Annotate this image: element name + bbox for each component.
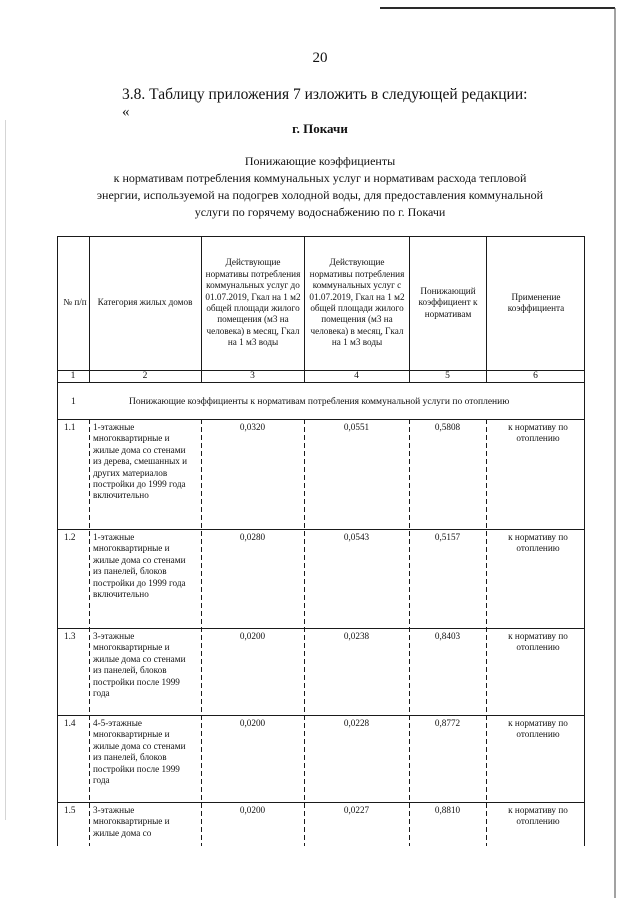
row-category: 3-этажные многоквартирные и жилые дома со	[93, 805, 170, 838]
column-number: 4	[354, 371, 359, 381]
opening-quote: «	[122, 104, 130, 120]
table-title-line: Понижающие коэффициенты	[244, 154, 396, 168]
row-norm-before: 0,0280	[239, 532, 266, 542]
row-norm-before: 0,0200	[239, 805, 266, 815]
table-rule	[201, 236, 202, 382]
table-rule	[304, 236, 305, 382]
row-category: 4-5-этажные многоквартирные и жилые дома со стенами из панелей, блоков постройки после 1999 года	[93, 718, 186, 786]
table-rule	[486, 419, 487, 846]
row-number: 1.3	[64, 631, 76, 641]
row-application: к нормативу по отоплению	[508, 631, 568, 653]
row-coefficient: 0,8810	[434, 805, 461, 815]
row-norm-after: 0,0543	[343, 532, 370, 542]
row-category: 3-этажные многоквартирные и жилые дома со стенами из панелей, блоков постройки после 1999 года	[93, 631, 186, 699]
row-number: 1.2	[64, 532, 76, 542]
column-number: 6	[533, 371, 538, 381]
column-number: 1	[70, 371, 76, 381]
scan-edge-left	[5, 120, 6, 820]
row-coefficient: 0,5157	[434, 532, 461, 542]
column-number: 3	[250, 371, 255, 381]
coefficients-table	[57, 236, 585, 846]
row-coefficient: 0,8403	[434, 631, 461, 641]
row-application: к нормативу по отоплению	[508, 532, 568, 554]
table-rule	[57, 419, 585, 420]
row-application: к нормативу по отоплению	[508, 422, 568, 444]
row-category: 1-этажные многоквартирные и жилые дома со стенами из дерева, смешанных и других материалов постройки до 1999 года включительно	[93, 422, 188, 501]
table-rule	[57, 628, 585, 629]
table-rule	[57, 802, 585, 803]
scan-edge-right	[614, 8, 616, 898]
table-title-line: к нормативам потребления коммунальных услуг и нормативам расхода тепловой	[113, 171, 527, 185]
table-rule	[89, 236, 90, 382]
row-number: 1.5	[64, 805, 76, 815]
row-norm-before: 0,0320	[239, 422, 266, 432]
row-norm-after: 0,0551	[343, 422, 370, 432]
header-application: Применение коэффициента	[507, 291, 565, 313]
table-rule	[57, 715, 585, 716]
table-rule	[409, 236, 410, 382]
table-title-line: услуги по горячему водоснабжению по г. Покачи	[194, 205, 446, 219]
page-number: 20	[312, 50, 328, 66]
column-number: 5	[445, 371, 450, 381]
city-title: г. Покачи	[292, 121, 348, 136]
table-rule	[57, 236, 58, 846]
row-norm-after: 0,0227	[343, 805, 370, 815]
scan-edge-top	[380, 7, 615, 9]
row-norm-before: 0,0200	[239, 631, 266, 641]
table-rule	[486, 236, 487, 382]
table-rule	[89, 419, 90, 846]
column-number: 2	[142, 371, 148, 381]
table-title	[80, 153, 560, 221]
row-application: к нормативу по отоплению	[508, 718, 568, 740]
table-rule	[57, 529, 585, 530]
row-norm-after: 0,0238	[343, 631, 370, 641]
header-coefficient: Понижающий коэффициент к нормативам	[418, 285, 478, 319]
row-number: 1.1	[64, 422, 76, 432]
row-coefficient: 0,5808	[434, 422, 461, 432]
row-coefficient: 0,8772	[434, 718, 461, 728]
header-norm-before: Действующие нормативы потребления коммунальных услуг до 01.07.2019, Гкал на 1 м2 общей площади жилого помещения (м3 на человека) в месяц, Гкал на 1 м3 воды	[205, 257, 301, 348]
row-number: 1.4	[64, 718, 76, 728]
header-num: № п/п	[63, 297, 87, 308]
header-norm-after: Действующие нормативы потребления коммунальных услуг с 01.07.2019, Гкал на 1 м2 общей площади жилого помещения (м3 на человека) в месяц, Гкал на 1 м3 воды	[309, 257, 405, 348]
table-rule	[584, 236, 585, 846]
row-category: 1-этажные многоквартирные и жилые дома со стенами из панелей, блоков постройки до 1999 года включительно	[93, 532, 186, 600]
row-norm-before: 0,0200	[239, 718, 266, 728]
section-title: Понижающие коэффициенты к нормативам потребления коммунальной услуги по отоплению	[129, 397, 510, 407]
row-norm-after: 0,0228	[343, 718, 370, 728]
clause-heading: 3.8. Таблицу приложения 7 изложить в следующей редакции:	[122, 86, 528, 103]
row-application: к нормативу по отоплению	[508, 805, 568, 827]
header-category: Категория жилых домов	[97, 297, 193, 308]
table-title-line: энергии, используемой на подогрев холодной воды, для предоставления коммунальной	[96, 188, 544, 202]
section-number: 1	[71, 397, 76, 407]
